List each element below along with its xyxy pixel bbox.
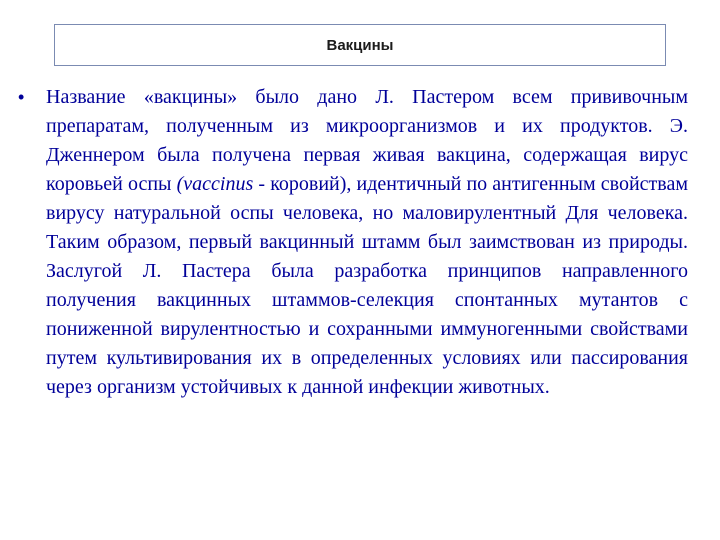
slide-body — [18, 83, 688, 402]
paragraph-text-end: - коровий), идентичный по антигенным свойствам вирусу натуральной оспы человека, но маловирулентный Для человека. Таким образом, первый вакцинный штамм был заимствован из природы. Заслугой Л. Пастера была разработка принципов направленного получения вакцинных штаммов-селекция спонтанных мутантов с пониженной вирулентностью и сохранными иммуногенными свойствами путем культивирования их в определенных условиях или пассирования через организм устойчивых к данной инфекции животных. — [46, 173, 688, 398]
body-paragraph — [46, 83, 688, 402]
paragraph-text-start: Название «вакцины» было дано Л. Пастером всем прививочным препаратам, полученным из микроорганизмов и их продуктов. Э. Дженнером была получена первая живая вакцина, содержащая вирус коровьей оспы — [46, 86, 688, 195]
bullet-icon: • — [18, 87, 25, 107]
slide-title: Вакцины — [326, 36, 394, 54]
slide-title-box — [54, 24, 666, 66]
paragraph-text-italic: (vaccinus — [176, 173, 254, 195]
